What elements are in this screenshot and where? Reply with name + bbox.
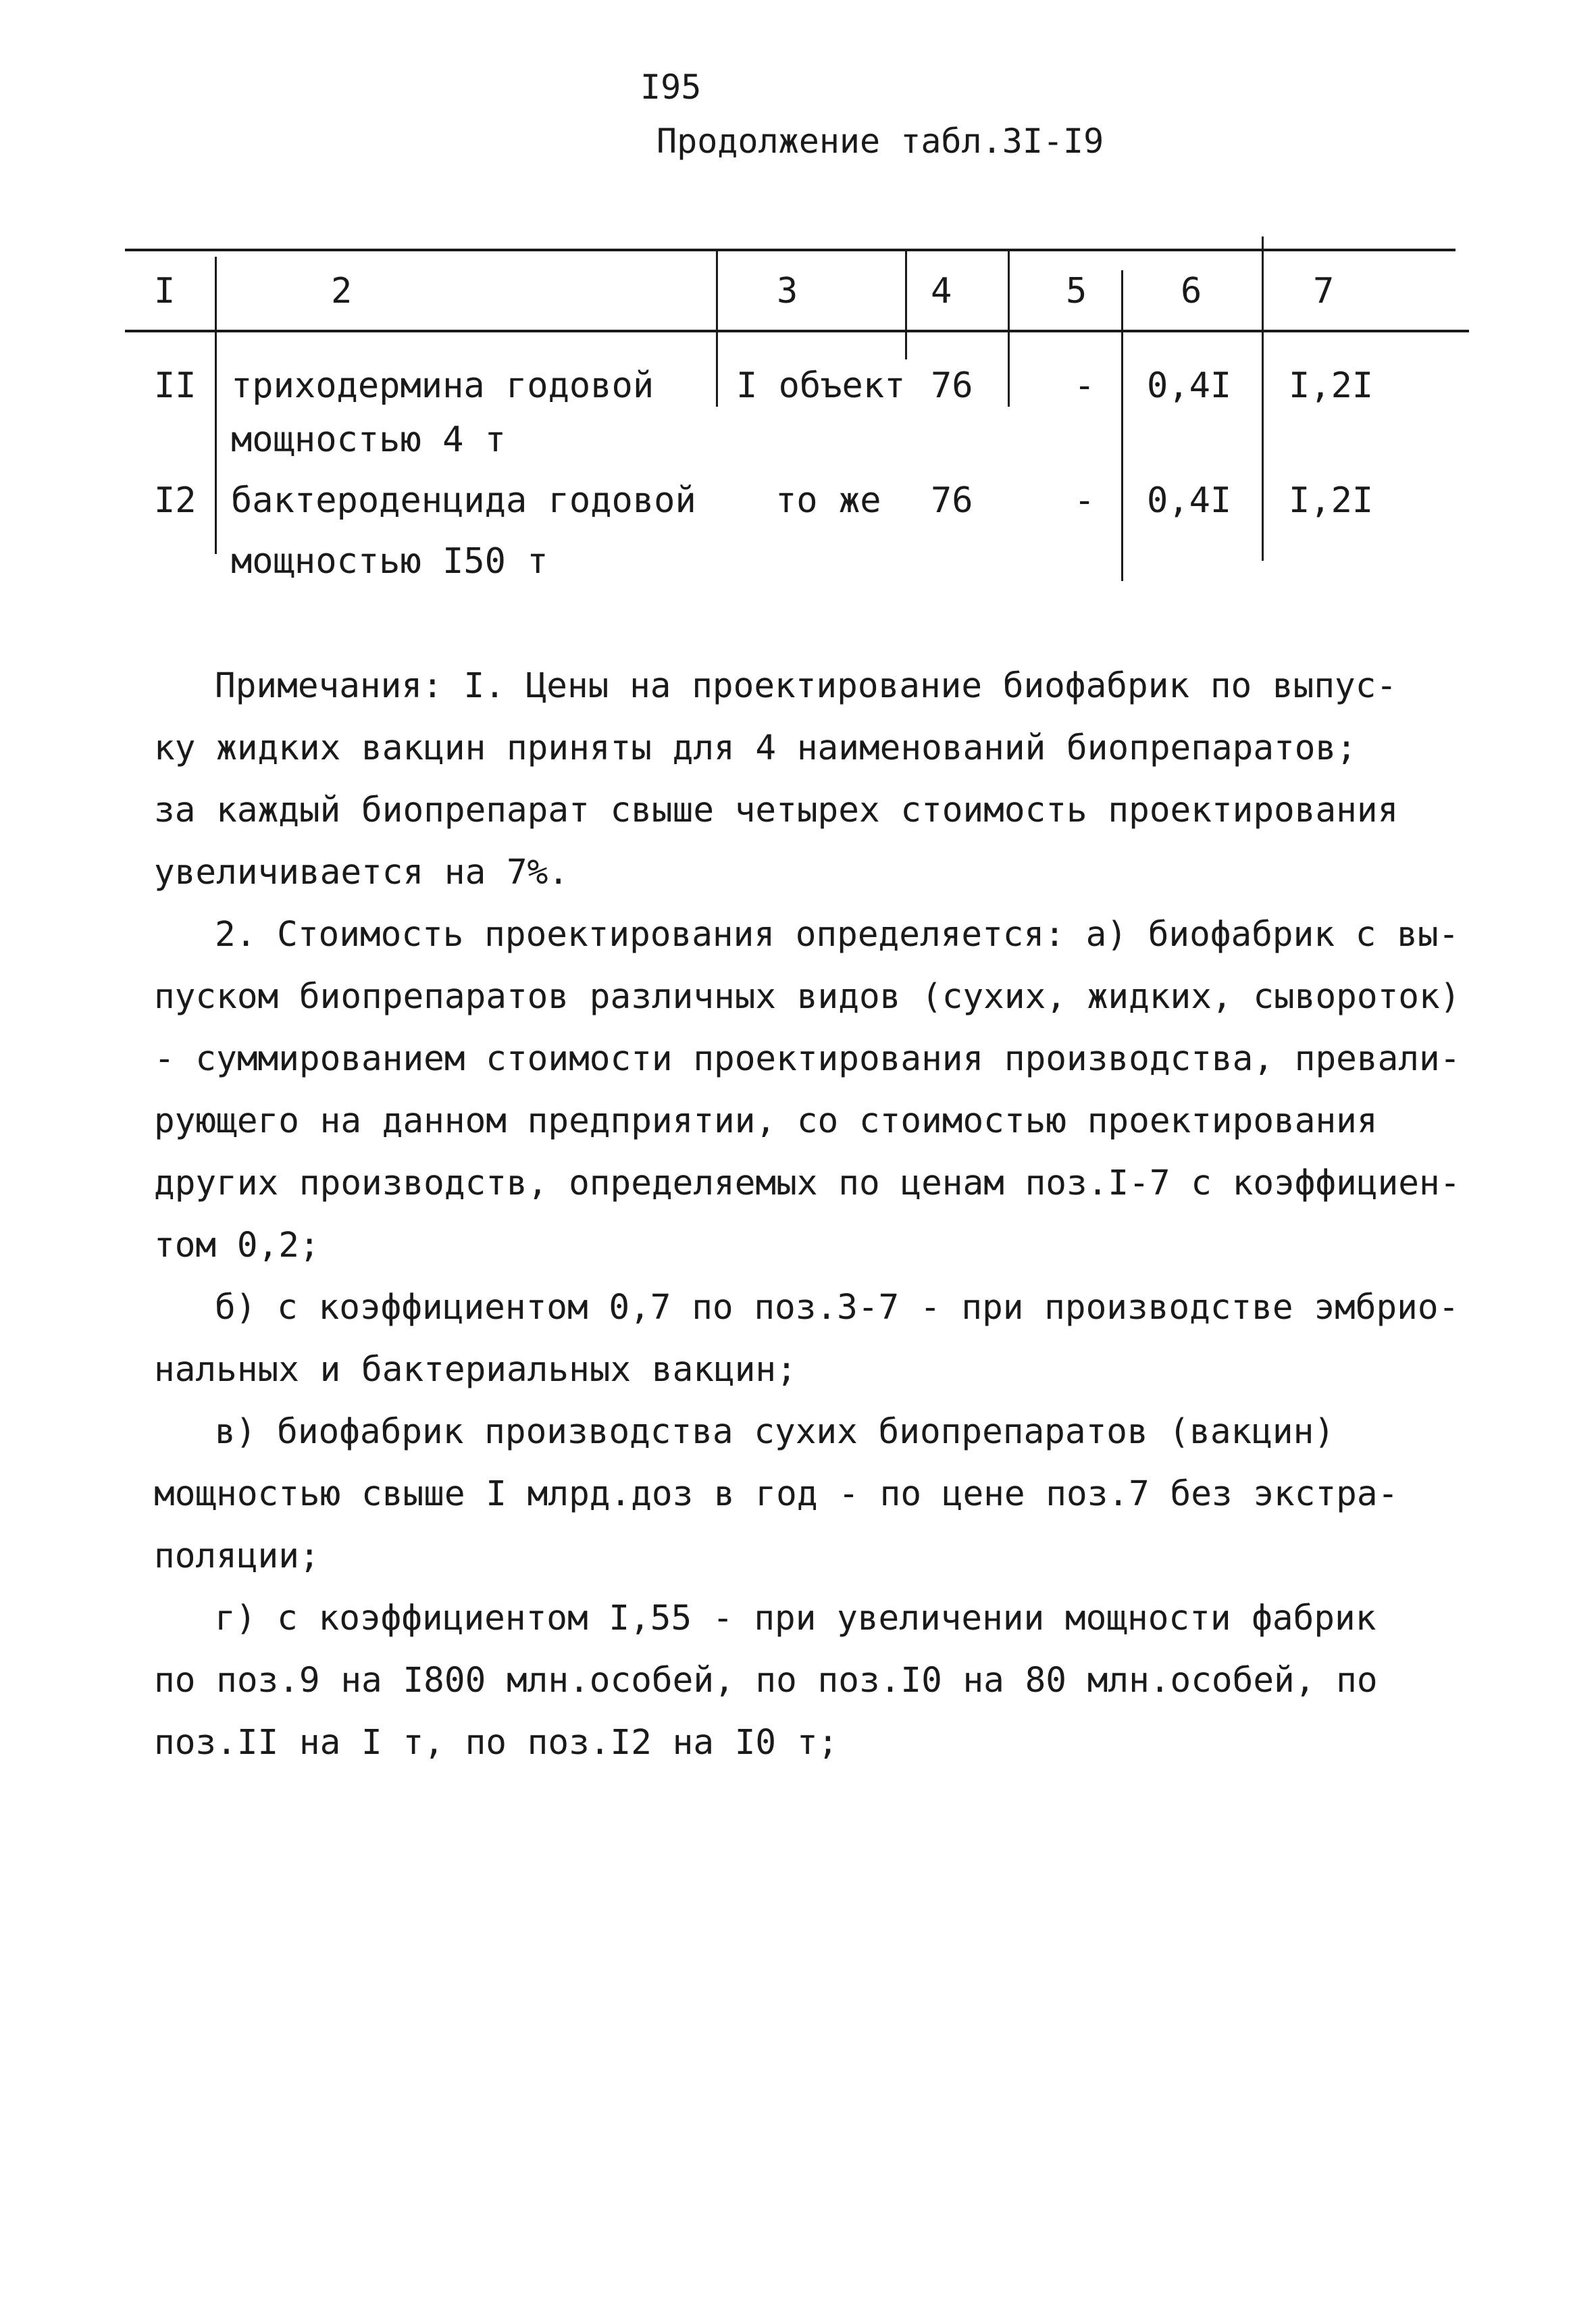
row-12-col4: 76 <box>931 480 973 521</box>
notes-line: увеличивается на 7%. <box>154 853 569 892</box>
row-12-col7: I,2I <box>1289 480 1374 521</box>
notes-line: мощностью свыше I млрд.доз в год - по цене поз.7 без экстра- <box>154 1474 1399 1514</box>
notes-line: поз.II на I т, по поз.I2 на I0 т; <box>154 1723 839 1763</box>
notes-line: Примечания: I. Цены на проектирование биофабрик по выпус- <box>215 666 1397 706</box>
notes-line: других производств, определяемых по ценам поз.I-7 с коэффициен- <box>154 1163 1461 1203</box>
row-12-number: I2 <box>154 480 197 521</box>
header-col-1: I <box>154 271 176 311</box>
notes-line: пуском биопрепаратов различных видов (сухих, жидких, сывороток) <box>154 977 1461 1017</box>
header-col-2: 2 <box>331 271 353 311</box>
row-11-col5: - <box>1074 366 1096 406</box>
notes-line: за каждый биопрепарат свыше четырех стоимость проектирования <box>154 790 1399 830</box>
notes-line: рующего на данном предприятии, со стоимостью проектирования <box>154 1101 1378 1141</box>
col-separator-1 <box>215 257 217 554</box>
notes-line: поляции; <box>154 1536 320 1576</box>
col-separator-3 <box>905 251 907 359</box>
col-separator-6 <box>1262 236 1264 561</box>
notes-line: нальных и бактериальных вакцин; <box>154 1350 797 1390</box>
notes-line: 2. Стоимость проектирования определяется: а) биофабрик с вы- <box>215 915 1460 955</box>
row-11-col6: 0,4I <box>1147 366 1232 406</box>
page-number: I95 <box>640 68 702 107</box>
row-11-name-line2: мощностью 4 т <box>231 420 506 460</box>
table-top-rule <box>125 249 1456 251</box>
row-11-name-line1: триходермина годовой <box>231 366 654 406</box>
row-11-col4: 76 <box>931 366 973 406</box>
notes-section <box>154 655 1461 1774</box>
notes-line: в) биофабрик производства сухих биопрепаратов (вакцин) <box>215 1412 1335 1452</box>
row-12-name-line1: бактероденцида годовой <box>231 480 696 521</box>
notes-line: по поз.9 на I800 млн.особей, по поз.I0 на 80 млн.особей, по <box>154 1661 1378 1701</box>
header-col-3: 3 <box>777 271 798 311</box>
row-12-col6: 0,4I <box>1147 480 1232 521</box>
table-header-rule <box>125 330 1469 332</box>
row-12-col5: - <box>1074 480 1096 521</box>
notes-line: - суммированием стоимости проектирования производства, превали- <box>154 1039 1461 1079</box>
notes-line: г) с коэффициентом I,55 - при увеличении мощности фабрик <box>215 1599 1376 1638</box>
notes-line: ку жидких вакцин приняты для 4 наименований биопрепаратов; <box>154 728 1357 768</box>
row-11-number: II <box>154 366 197 406</box>
row-12-unit: то же <box>775 480 881 521</box>
header-col-7: 7 <box>1313 271 1335 311</box>
header-col-5: 5 <box>1066 271 1087 311</box>
notes-line: том 0,2; <box>154 1226 320 1265</box>
header-col-4: 4 <box>931 271 952 311</box>
header-col-6: 6 <box>1181 271 1202 311</box>
notes-line: б) с коэффициентом 0,7 по поз.3-7 - при производстве эмбрио- <box>215 1288 1460 1328</box>
col-separator-5 <box>1121 270 1123 581</box>
table-caption: Продолжение табл.3I-I9 <box>657 122 1104 161</box>
col-separator-4 <box>1008 251 1010 407</box>
row-12-name-line2: мощностью I50 т <box>231 541 548 582</box>
row-11-col7: I,2I <box>1289 366 1374 406</box>
row-11-unit: I объект <box>736 366 906 406</box>
col-separator-2 <box>716 251 718 407</box>
